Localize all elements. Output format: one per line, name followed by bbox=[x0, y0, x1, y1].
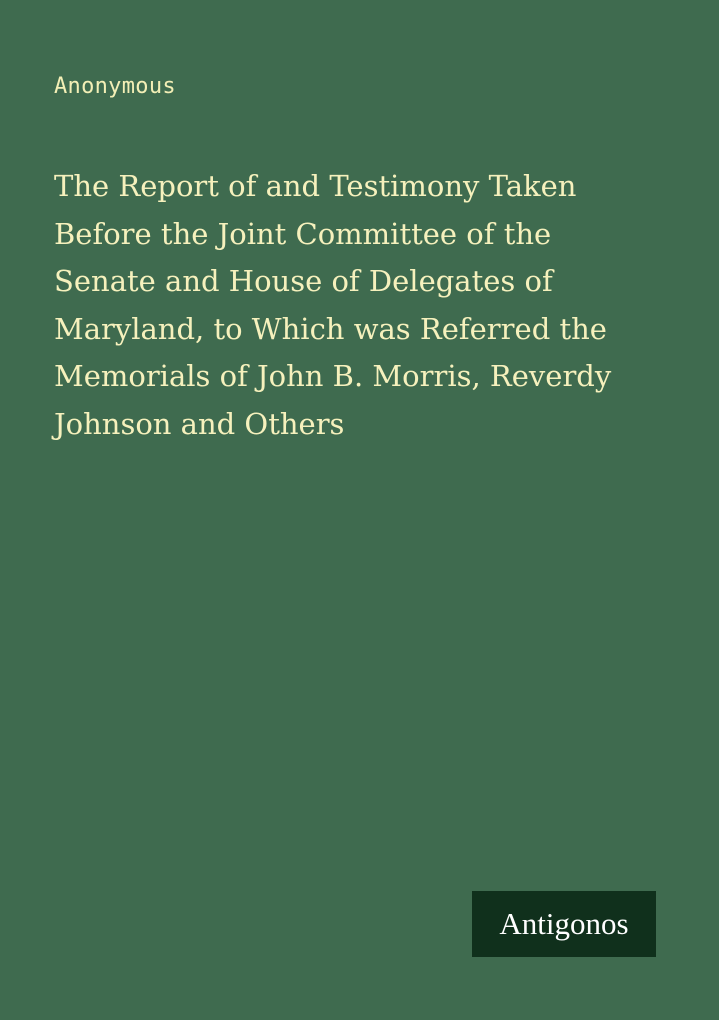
title-line: Maryland, to Which was Referred the bbox=[54, 311, 607, 346]
title-line: Memorials of John B. Morris, Reverdy bbox=[54, 359, 612, 393]
title-line: Senate and House of Delegates of bbox=[54, 264, 553, 298]
title-line: The Report of and Testimony Taken bbox=[54, 169, 577, 203]
publisher-badge bbox=[472, 891, 656, 957]
title-line: Johnson and Others bbox=[54, 406, 345, 441]
title-line: Before the Joint Committee of the bbox=[54, 216, 552, 251]
publisher-name: Antigonos bbox=[499, 906, 629, 941]
book-title bbox=[54, 163, 694, 448]
author-name: Anonymous bbox=[54, 74, 176, 99]
